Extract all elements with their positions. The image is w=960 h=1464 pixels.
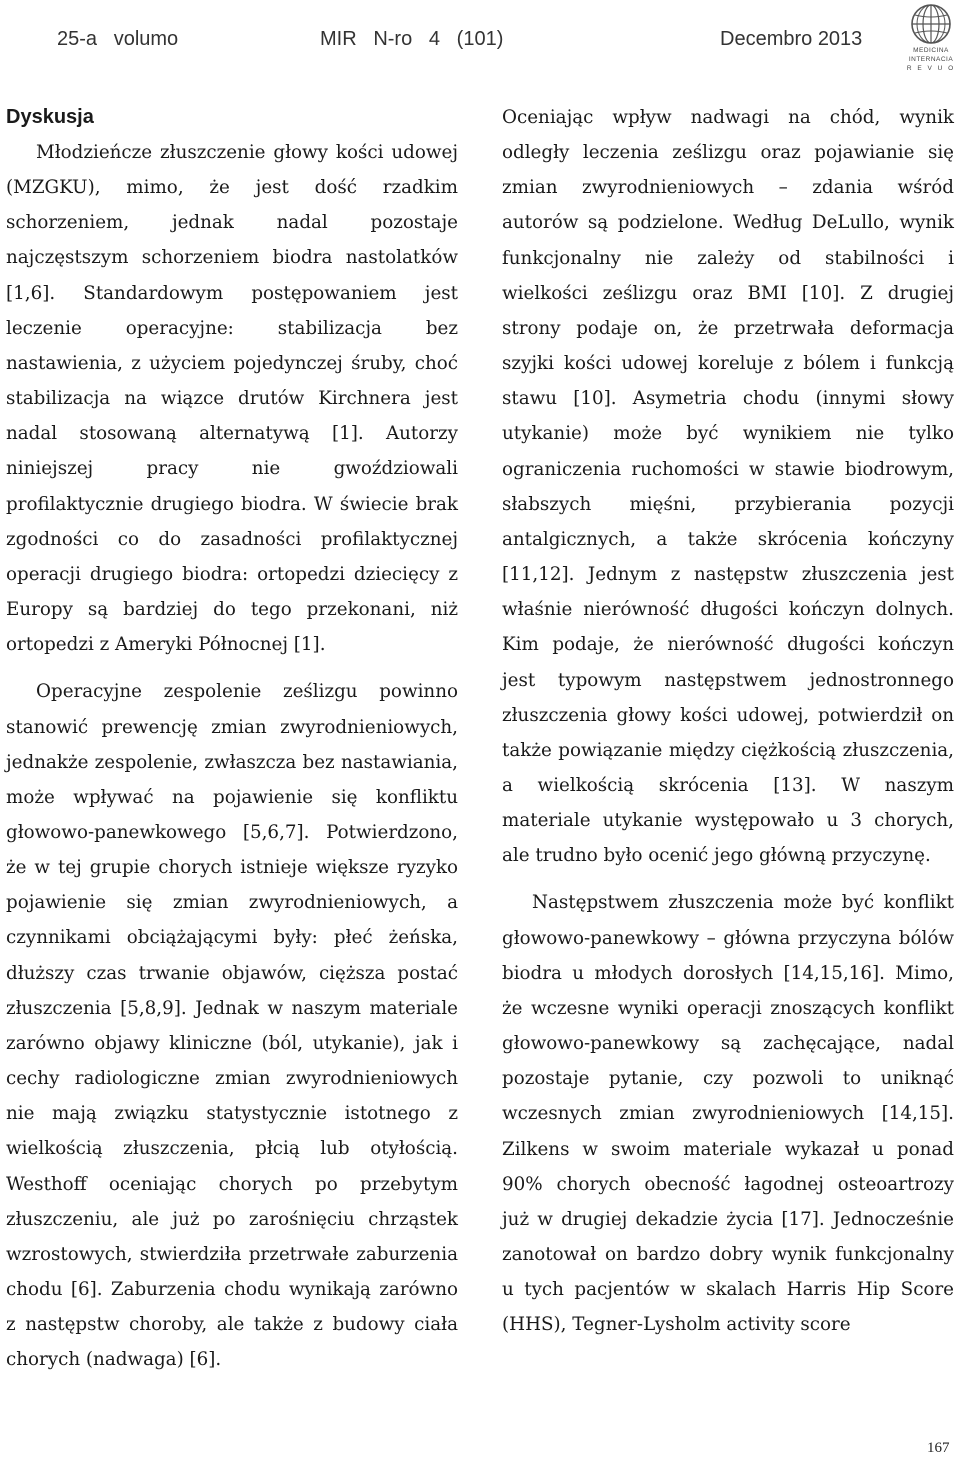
header-issue: MIR N-ro 4 (101) xyxy=(320,28,504,50)
header-volume: 25-a volumo xyxy=(57,28,179,50)
journal-logo xyxy=(904,2,958,80)
left-column xyxy=(6,100,458,1377)
header-date: Decembro 2013 xyxy=(720,28,863,50)
section-heading: Dyskusja xyxy=(6,106,94,128)
paragraph: Operacyjne zespolenie ześlizgu powinno stanowić prewencję zmian zwyrodnieniowych, jednakże zespolenie, zwłaszcza bez nastawiania, może wpływać na pojawienie się konfliktu głowowo-panewkowego [5,6,7]. Potwierdzono, że w tej grupie chorych istnieje większe ryzyko pojawienie się zmian zwyrodnieniowych, a czynnikami obciążającymi były: płeć żeńska, dłuższy czas trwanie objawów, cięższa postać złuszczenia [5,8,9]. Jednak w naszym materiale zarówno objawy kliniczne (ból, utykanie), jak i cechy radiologiczne zmian zwyrodnieniowych nie mają związku statystycznie istotnego z wielkością złuszczenia, płcią lub otyłością. Westhoff oceniając chorych po przebytym złuszczeniu, ale już po zarośnięciu chrząstek wzrostowych, stwierdziła przetrwałe zaburzenia chodu [6]. Zaburzenia chodu wynikają zarówno z następstw choroby, ale także z budowy ciała chorych (nadwaga) [6]. xyxy=(6,681,458,1371)
paragraph: Oceniając wpływ nadwagi na chód, wynik odległy leczenia ześlizgu oraz pojawianie się zmian zwyrodnieniowych – zdania wśród autorów są podzielone. Według DeLullo, wynik funkcjonalny nie zależy od stabilności i wielkości ześlizgu oraz BMI [10]. Z drugiej strony podaje on, że przetrwała deformacja szyjki kości udowej koreluje z bólem i funkcją stawu [10]. Asymetria chodu (innymi słowy utykanie) może być wynikiem nie tylko ograniczenia ruchomości w stawie biodrowym, słabszych mięśni, przybierania pozycji antalgicznych, a także skrócenia kończyny [11,12]. Jednym z następstw złuszczenia jest właśnie nierówność długości kończyn dolnych. Kim podaje, że nierówność długości kończyn jest typowym następstwem jednostronnego złuszczenia głowy kości udowej, potwierdził on także powiązanie między ciężkością złuszczenia, a wielkością skrócenia [13]. W naszym materiale utykanie występowało u 3 chorych, ale trudno było ocenić jego główną przyczynę. xyxy=(502,107,954,867)
paragraph: Następstwem złuszczenia może być konflikt głowowo-panewkowy – główna przyczyna bólów biodra u młodych dorosłych [14,15,16]. Mimo, że wczesne wyniki operacji znoszących konflikt głowowo-panewkowy są zachęcające, nadal pozostaje pytanie, czy pozwoli to uniknąć wczesnych zmian zwyrodnieniowych [14,15]. Zilkens w swoim materiale wykazał u ponad 90% chorych obecność łagodnej osteoartrozy już w drugiej dekadzie życia [17]. Jednocześnie zanotował on bardzo dobry wynik funkcjonalny u tych pacjentów w skalach Harris Hip Score (HHS), Tegner-Lysholm activity score xyxy=(502,892,954,1336)
paragraph: Młodzieńcze złuszczenie głowy kości udowej (MZGKU), mimo, że jest dość rzadkim schorzeniem, jednak nadal pozostaje najczęstszym schorzeniem biodra nastolatków [1,6]. Standardowym postępowaniem jest leczenie operacyjne: stabilizacja bez nastawienia, z użyciem pojedynczej śruby, choć stabilizacja na wiązce drutów Kirchnera jest nadal stosowaną alternatywą [1]. Autorzy niniejszej pracy nie gwoździowali profilaktycznie drugiego biodra. W świecie brak zgodności co do zasadności profilaktycznej operacji drugiego biodra: ortopedzi dziecięcy z Europy są bardziej do tego przekonani, niż ortopedzi z Ameryki Północnej [1]. xyxy=(6,142,458,656)
logo-line-3: R E V U O xyxy=(906,65,956,72)
logo-line-1: MEDICINA xyxy=(913,47,949,54)
globe-icon xyxy=(904,2,958,48)
page-number: 167 xyxy=(927,1440,950,1456)
right-column xyxy=(502,100,954,1342)
page-header xyxy=(0,0,960,90)
logo-line-2: INTERNACIA xyxy=(908,56,954,63)
